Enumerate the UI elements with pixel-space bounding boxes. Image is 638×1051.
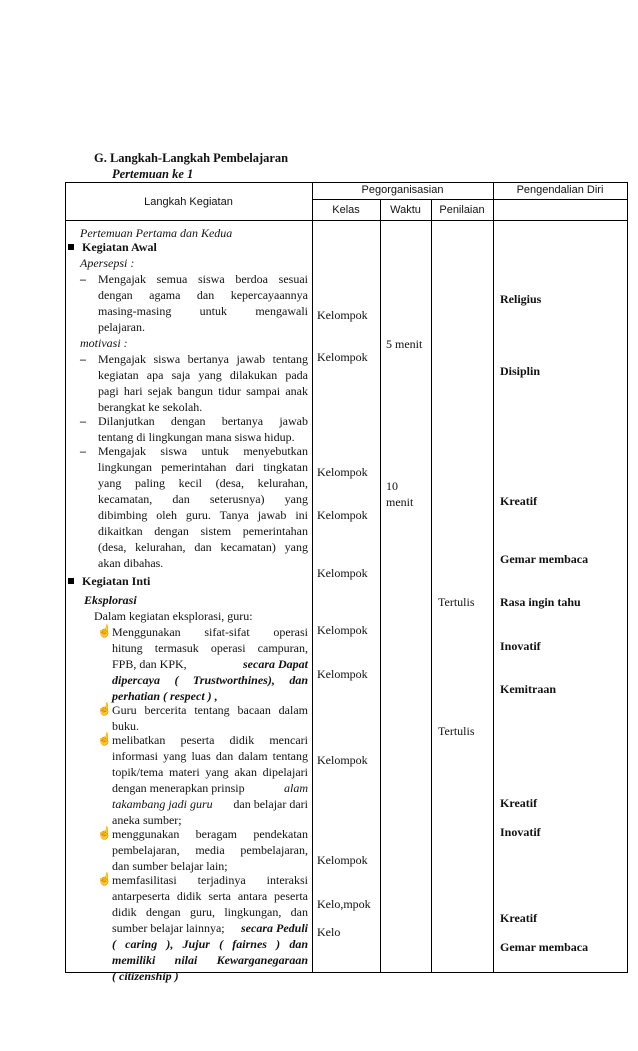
dash-icon: – [80,444,86,458]
class-cell: Kelompok [317,465,368,479]
class-cell: Kelompok [317,350,368,364]
core-item-3: melibatkan peserta didik mencari informasi yang luas dan dalam tentang topik/tema materi yang akan dipelajari dengan menerapkan prinsip alam takambang jadi guru dan belajar dari aneka sumber; [112,733,308,827]
value-cell: Kemitraan [500,682,556,696]
hand-pointer-icon: ☝ [97,624,112,638]
bullet-square-icon [68,244,74,250]
hand-pointer-icon: ☝ [97,702,112,716]
value-cell: Disiplin [500,364,541,378]
class-cell: Kelompok [317,753,368,767]
explore-label: Eksplorasi [84,593,137,607]
value-cell: Rasa ingin tahu [500,595,581,609]
class-cell: Kelompok [317,566,368,580]
class-cell: Kelo,mpok [317,897,371,911]
time-cell: menit [386,495,414,509]
core-item-2: Guru bercerita tentang bacaan dalam buku. [112,703,308,733]
core-item-5: memfasilitasi terjadinya interaksi antarpeserta didik serta antara peserta didik dengan guru, lingkungan, dan sumber belajar lainnya; secara Peduli ( caring ), Jujur ( fairnes ) dan memiliki nilai Kewarganegaraan ( citizenship ) [112,873,308,983]
class-cell: Kelo [317,925,341,939]
motivasi-item-1: Mengajak siswa bertanya jawab tentang kegiatan apa saja yang dilakukan pada pagi hari sejak bangun tidur sampai anak berangkat ke sekolah. [98,352,308,414]
value-cell: Gemar membaca [500,940,589,954]
value-cell: Gemar membaca [500,552,589,566]
core-item-4: menggunakan beragam pendekatan pembelajaran, media pembelajaran, dan sumber belajar lain; [112,827,308,873]
core-title: Kegiatan Inti [82,574,151,588]
header-class: Kelas [332,204,360,216]
header-organization: Pegorganisasian [361,184,444,196]
value-cell: Kreatif [500,911,538,925]
opening-title: Kegiatan Awal [82,240,157,254]
class-cell: Kelompok [317,508,368,522]
dash-icon: – [80,352,86,366]
motivasi-item-3: Mengajak siswa untuk menyebutkan lingkungan pemerintahan dari tingkatan yang paling kecil (desa, kelurahan, kecamatan, dan seterusnya) yang dibimbing oleh guru. Tanya jawab ini dikaitkan dengan sistem pemerintahan (desa, kelurahan, dan kecamatan) yang akan dibahas. [98,444,308,570]
value-cell: Kreatif [500,796,538,810]
value-cell: Kreatif [500,494,538,508]
apersepsi-item: Mengajak semua siswa berdoa sesuai dengan agama dan kepercayaannya masing-masing untuk mengawali pelajaran. [98,272,308,334]
class-cell: Kelompok [317,623,368,637]
hand-pointer-icon: ☝ [97,872,112,886]
core-item-1: Menggunakan sifat-sifat operasi hitung termasuk operasi campuran, FPB, dan KPK, secara Dapat dipercaya ( Trustworthines), dan perhatian ( respect ) , [112,625,308,703]
value-cell: Inovatif [500,639,541,653]
section-subtitle: Pertemuan ke 1 [112,167,194,181]
time-cell: 10 [386,479,398,493]
header-self-control: Pengendalian Diri [516,184,604,196]
meeting-note: Pertemuan Pertama dan Kedua [80,226,233,240]
class-cell: Kelompok [317,853,368,867]
section-heading: G. Langkah-Langkah Pembelajaran [94,151,289,165]
hand-pointer-icon: ☝ [97,826,112,840]
dash-icon: – [80,414,86,428]
class-cell: Kelompok [317,667,368,681]
header-assessment: Penilaian [439,204,485,216]
apersepsi-label: Apersepsi : [80,256,135,270]
assessment-cell: Tertulis [438,595,475,609]
motivasi-label: motivasi : [80,336,128,350]
motivasi-item-2: Dilanjutkan dengan bertanya jawab tentang di lingkungan mana siswa hidup. [98,414,308,444]
dash-icon: – [80,272,86,286]
assessment-cell: Tertulis [438,724,475,738]
header-steps: Langkah Kegiatan [144,196,233,208]
class-cell: Kelompok [317,308,368,322]
value-cell: Inovatif [500,825,541,839]
bullet-square-icon [68,578,74,584]
value-cell: Religius [500,292,542,306]
header-time: Waktu [390,204,421,216]
explore-intro: Dalam kegiatan eksplorasi, guru: [94,609,253,623]
time-cell: 5 menit [386,337,423,351]
hand-pointer-icon: ☝ [97,732,112,746]
